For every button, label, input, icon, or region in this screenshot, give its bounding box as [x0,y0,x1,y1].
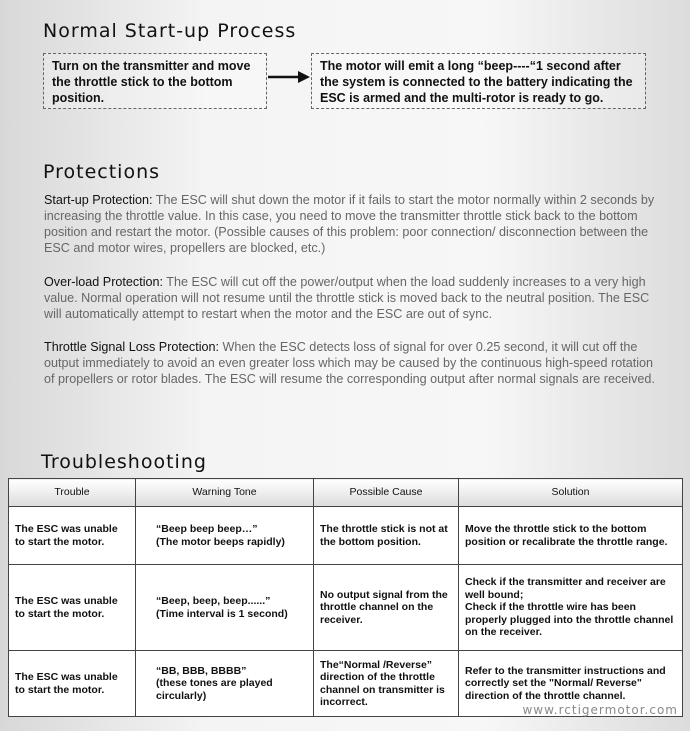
troubleshooting-title: Troubleshooting [41,451,207,473]
tone-line: “Beep beep beep…” [156,523,258,535]
startup-step-2: The motor will emit a long “beep----“1 second after the system is connected to the battery indicating the ESC is armed and the multi-rotor is ready to go. [311,53,646,109]
solution-line: Refer to the transmitter instructions and correctly set the "Normal/ Reverse" direction of the throttle channel. [465,664,666,702]
header-trouble: Trouble [9,479,136,507]
cell-trouble: The ESC was unable to start the motor. [9,507,136,565]
tone-line: “Beep, beep, beep......” [156,595,271,607]
header-possible-cause: Possible Cause [314,479,459,507]
startup-protection-paragraph [44,192,664,256]
startup-step-1: Turn on the transmitter and move the throttle stick to the bottom position. [43,53,267,109]
overload-protection-text: The ESC will cut off the power/output when the load suddenly increases to a very high value. Normal operation will not resume until the throttle stick is moved back to the neutral position. The ESC will automatically attempt to restart when the motor and the ESC are out of sync. [44,275,650,321]
header-warning-tone: Warning Tone [136,479,314,507]
footer-website: www.rctigermotor.com [522,703,678,717]
tone-line: “BB, BBB, BBBB” [156,664,247,677]
cell-possible-cause: The throttle stick is not at the bottom position. [314,507,459,565]
troubleshooting-table [8,478,683,717]
startup-title: Normal Start-up Process [43,20,297,42]
cell-solution [459,565,683,651]
signal-loss-protection-label: Throttle Signal Loss Protection: [44,340,220,354]
solution-line: Check if the throttle wire has been properly plugged into the throttle channel on the receiver. [465,601,674,639]
table-header-row [9,479,683,507]
table-row [9,565,683,651]
cell-trouble: The ESC was unable to start the motor. [9,651,136,717]
solution-line: Check if the transmitter and receiver are well bound; [465,576,666,601]
protections-title: Protections [43,161,161,183]
signal-loss-protection-paragraph [44,339,664,387]
startup-protection-label: Start-up Protection: [44,193,153,207]
tone-line: (these tones are played circularly) [156,677,273,702]
overload-protection-label: Over-load Protection: [44,275,163,289]
cell-solution [459,507,683,565]
cell-trouble: The ESC was unable to start the motor. [9,565,136,651]
startup-protection-text: The ESC will shut down the motor if it fails to start the motor normally within 2 seconds by increasing the throttle value. In this case, you need to move the transmitter throttle stick back to the bottom position and restart the motor. (Possible causes of this problem: poor connection/ disconnection between the ESC and motor wires, propellers are blocked, etc.) [44,193,655,255]
tone-line: (The motor beeps rapidly) [156,535,285,548]
header-solution: Solution [459,479,683,507]
tone-line: (Time interval is 1 second) [156,607,288,620]
signal-loss-protection-text: When the ESC detects loss of signal for over 0.25 second, it will cut off the output immediately to avoid an even greater loss which may be caused by the continuous high-speed rotation of propellers or rotor blades. The ESC will resume the corresponding output after normal signals are received. [44,340,655,386]
table-row [9,507,683,565]
cell-possible-cause: No output signal from the throttle channel on the receiver. [314,565,459,651]
cell-warning-tone [136,565,314,651]
cell-warning-tone [136,507,314,565]
solution-line: Move the throttle stick to the bottom position or recalibrate the throttle range. [465,523,668,548]
cell-warning-tone [136,651,314,717]
arrow-right-icon [268,70,310,84]
cell-possible-cause: The“Normal /Reverse” direction of the throttle channel on transmitter is incorrect. [314,651,459,717]
overload-protection-paragraph [44,274,664,322]
